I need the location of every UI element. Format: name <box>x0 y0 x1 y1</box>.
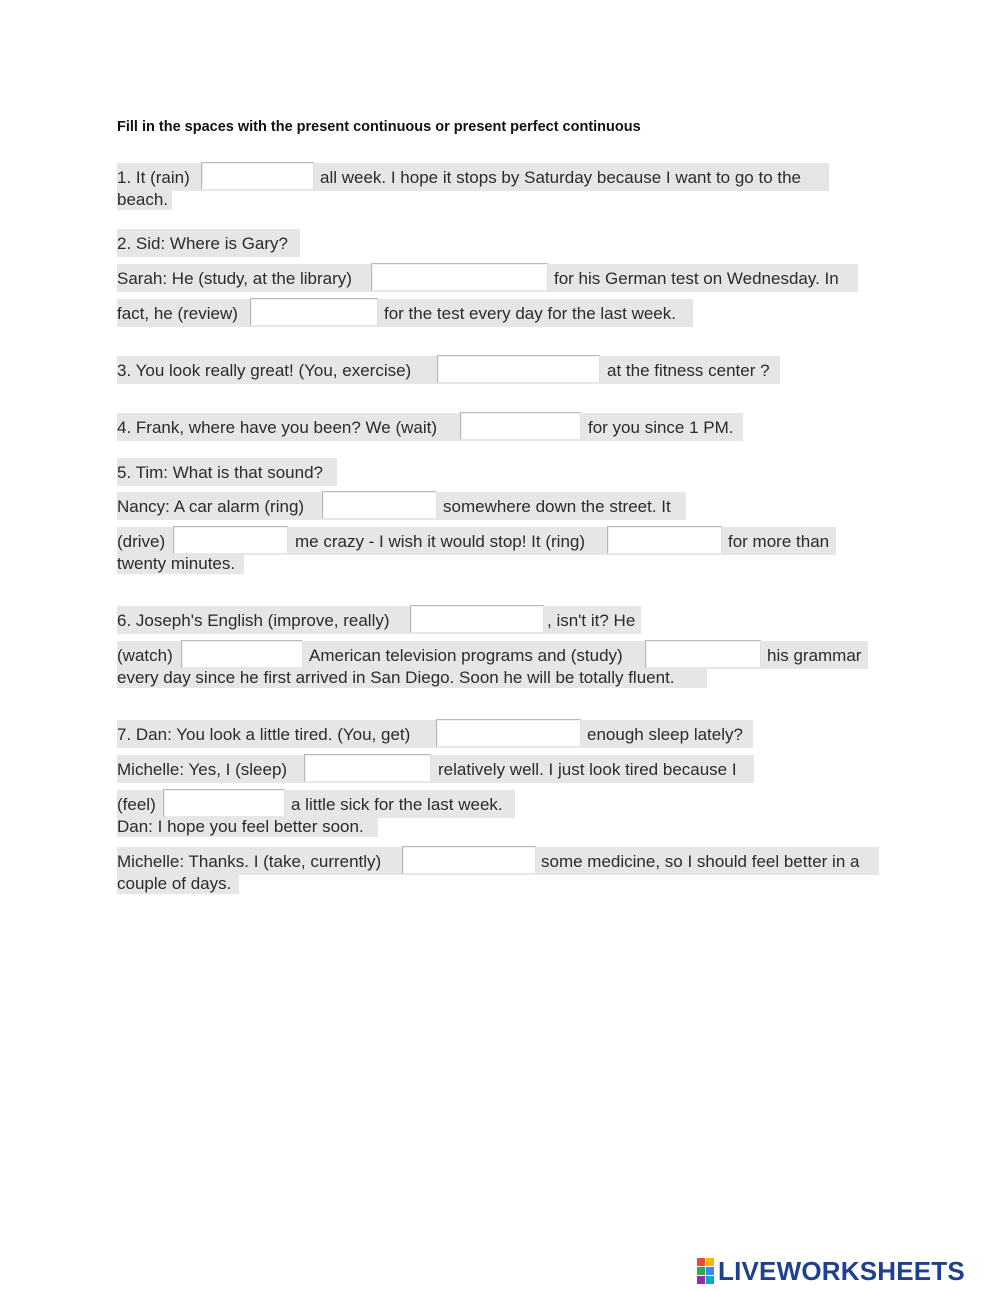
q2-text-d: fact, he (review) <box>117 304 238 323</box>
q5-answer-input-1[interactable] <box>322 491 437 519</box>
q3-answer-input[interactable] <box>437 355 600 383</box>
q5-line-cont <box>117 554 244 574</box>
q7-text-e: (feel) <box>117 795 156 814</box>
logo-blocks-icon <box>697 1258 714 1284</box>
logo-text: LIVEWORKSHEETS <box>718 1255 965 1286</box>
q6-text-e: his grammar <box>767 646 862 665</box>
q4-line <box>117 413 743 441</box>
q7-answer-input-3[interactable] <box>163 789 285 817</box>
q5-line <box>117 458 337 486</box>
q2-text-b: Sarah: He (study, at the library) <box>117 269 352 288</box>
q3-text-b: at the fitness center ? <box>607 361 770 380</box>
q6-answer-input-2[interactable] <box>181 640 303 668</box>
q1-text-a: 1. It (rain) <box>117 168 190 187</box>
q7-dan-line <box>117 817 378 837</box>
q7-answer-input-1[interactable] <box>436 719 581 747</box>
liveworksheets-logo <box>697 1255 965 1287</box>
q6-line-cont <box>117 668 707 688</box>
q2-text-c: for his German test on Wednesday. In <box>554 269 839 288</box>
q2-line <box>117 229 300 257</box>
q6-text-b: , isn't it? He <box>547 611 636 630</box>
q5-text-a: 5. Tim: What is that sound? <box>117 463 323 482</box>
q5-answer-input-3[interactable] <box>607 526 722 554</box>
q6-answer-input-1[interactable] <box>410 605 544 633</box>
q7-thanks-line <box>117 847 879 875</box>
q5-text-f: for more than <box>728 532 830 551</box>
q1-line-cont <box>117 190 172 210</box>
q7-text-b: enough sleep lately? <box>587 725 743 744</box>
q2-answer-input-1[interactable] <box>371 263 548 291</box>
q7-michelle-line <box>117 755 754 783</box>
q7-feel-line <box>117 790 515 818</box>
q7-text-h: Michelle: Thanks. I (take, currently) <box>117 852 382 871</box>
q3-text-a: 3. You look really great! (You, exercise) <box>117 361 412 380</box>
q5-text-c: somewhere down the street. It <box>443 497 671 516</box>
q2-sarah-line <box>117 264 858 292</box>
worksheet-title: Fill in the spaces with the present continuous or present perfect continuous <box>117 119 641 135</box>
q6-watch-line <box>117 641 868 669</box>
q5-text-d: (drive) <box>117 532 166 551</box>
q1-text-b: all week. I hope it stops by Saturday because I want to go to the <box>320 168 802 187</box>
q6-text-c: (watch) <box>117 646 173 665</box>
q5-drive-line <box>117 527 836 555</box>
q7-text-a: 7. Dan: You look a little tired. (You, get) <box>117 725 411 744</box>
q5-nancy-line <box>117 492 686 520</box>
q7-answer-input-4[interactable] <box>402 846 536 874</box>
q7-text-g: Dan: I hope you feel better soon. <box>117 817 364 836</box>
q6-text-f: every day since he first arrived in San Diego. Soon he will be totally fluent. <box>117 668 675 687</box>
q4-text-a: 4. Frank, where have you been? We (wait) <box>117 418 438 437</box>
q6-text-d: American television programs and (study) <box>309 646 623 665</box>
q4-text-b: for you since 1 PM. <box>588 418 734 437</box>
q4-answer-input[interactable] <box>460 412 581 440</box>
q1-answer-input[interactable] <box>201 162 314 190</box>
q5-text-e: me crazy - I wish it would stop! It (ring) <box>295 532 586 551</box>
q7-text-j: couple of days. <box>117 874 232 893</box>
q5-text-b: Nancy: A car alarm (ring) <box>117 497 305 516</box>
q2-text-e: for the test every day for the last week. <box>384 304 676 323</box>
q1-line <box>117 163 829 191</box>
q7-line-cont <box>117 874 239 894</box>
q7-line <box>117 720 753 748</box>
q2-text-a: 2. Sid: Where is Gary? <box>117 234 289 253</box>
q2-answer-input-2[interactable] <box>250 298 378 326</box>
q6-text-a: 6. Joseph's English (improve, really) <box>117 611 390 630</box>
q7-text-c: Michelle: Yes, I (sleep) <box>117 760 288 779</box>
q2-review-line <box>117 299 693 327</box>
q7-answer-input-2[interactable] <box>304 754 431 782</box>
q3-line <box>117 356 780 384</box>
q6-line <box>117 606 641 634</box>
q7-text-f: a little sick for the last week. <box>291 795 503 814</box>
q1-text-c: beach. <box>117 190 169 209</box>
q6-answer-input-3[interactable] <box>645 640 761 668</box>
q5-answer-input-2[interactable] <box>173 526 288 554</box>
q5-text-g: twenty minutes. <box>117 554 236 573</box>
q7-text-d: relatively well. I just look tired because I <box>438 760 737 779</box>
q7-text-i: some medicine, so I should feel better in a <box>541 852 860 871</box>
